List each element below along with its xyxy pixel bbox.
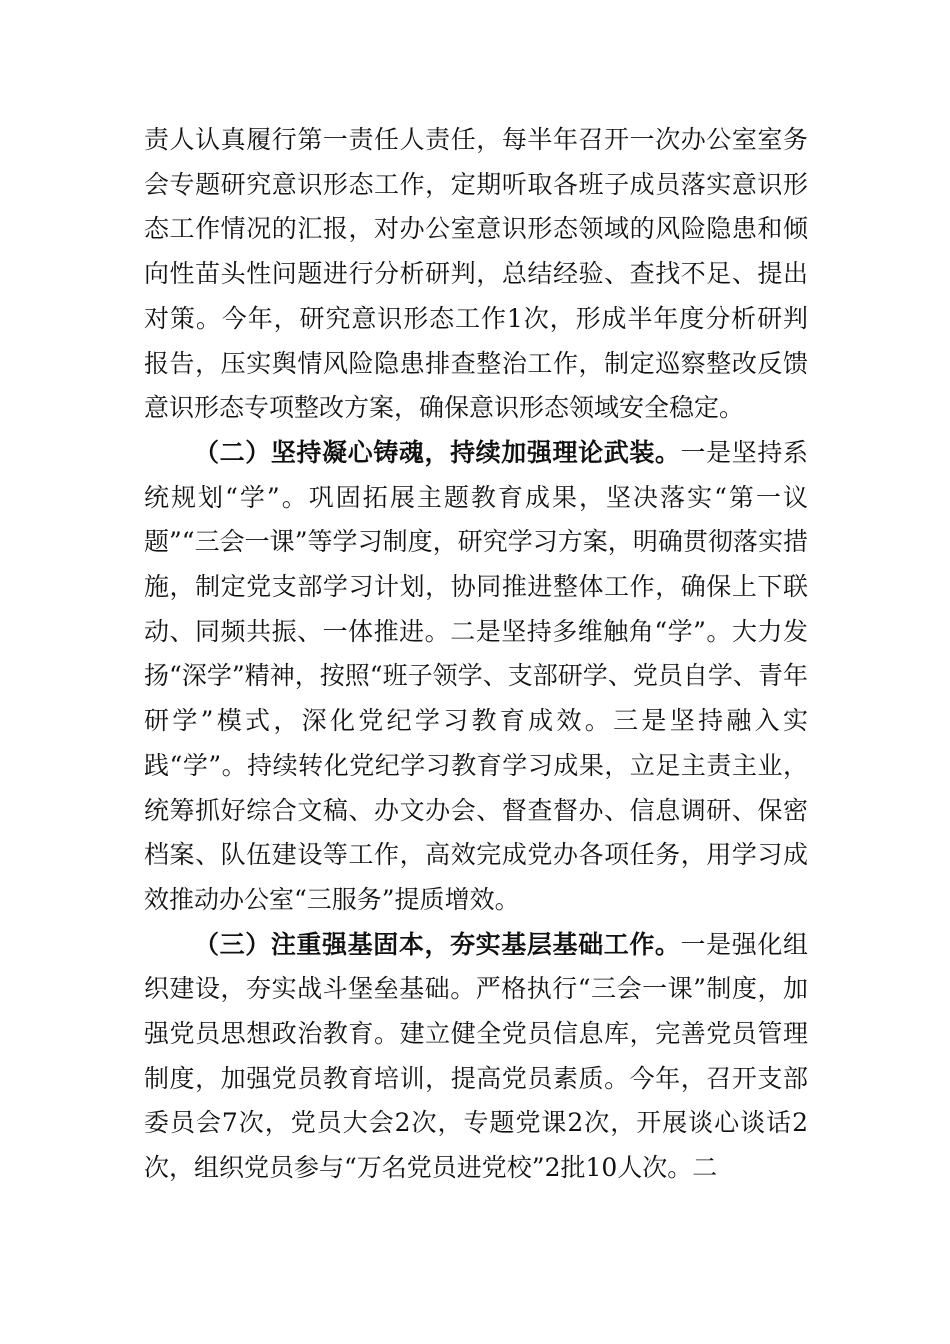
paragraph-text: 一是强化组织建设，夯实战斗堡垒基础。严格执行“三会一课”制度，加强党员思想政治教育。建立健全党员信息库，完善党员管理制度，加强党员教育培训，提高党员素质。今年，召开支部委员会7次，党员大会2次，专题党课2次，开展谈心谈话2次，组织党员参与“万名党员进党校”2批10人次。二: [144, 929, 808, 1183]
paragraph-theory-study: [144, 431, 808, 923]
paragraph-text: 一是坚持系统规划“学”。巩固拓展主题教育成果，坚决落实“第一议题”“三会一课”等学习制度，研究学习方案，明确贯彻落实措施，制定党支部学习计划，协同推进整体工作，确保上下联动、同频共振、一体推进。二是坚持多维触角“学”。大力发扬“深学”精神，按照“班子领学、支部研学、党员自学、青年研学”模式，深化党纪学习教育成效。三是坚持融入实践“学”。持续转化党纪学习教育学习成果，立足主责主业，统筹抓好综合文稿、办文办会、督查督办、信息调研、保密档案、队伍建设等工作，高效完成党办各项任务，用学习成效推动办公室“三服务”提质增效。: [144, 437, 808, 914]
document-body: [144, 118, 808, 1191]
section-heading-three: （三）注重强基固本，夯实基层基础工作。: [194, 929, 681, 959]
section-heading-two: （二）坚持凝心铸魂，持续加强理论武装。: [194, 437, 681, 467]
paragraph-ideology-work: [144, 118, 808, 431]
paragraph-text: 责人认真履行第一责任人责任，每半年召开一次办公室室务会专题研究意识形态工作，定期听取各班子成员落实意识形态工作情况的汇报，对办公室意识形态领域的风险隐患和倾向性苗头性问题进行分析研判，总结经验、查找不足、提出对策。今年，研究意识形态工作1次，形成半年度分析研判报告，压实舆情风险隐患排查整治工作，制定巡察整改反馈意识形态专项整改方案，确保意识形态领域安全稳定。: [144, 125, 808, 423]
paragraph-grassroots-work: [144, 923, 808, 1191]
